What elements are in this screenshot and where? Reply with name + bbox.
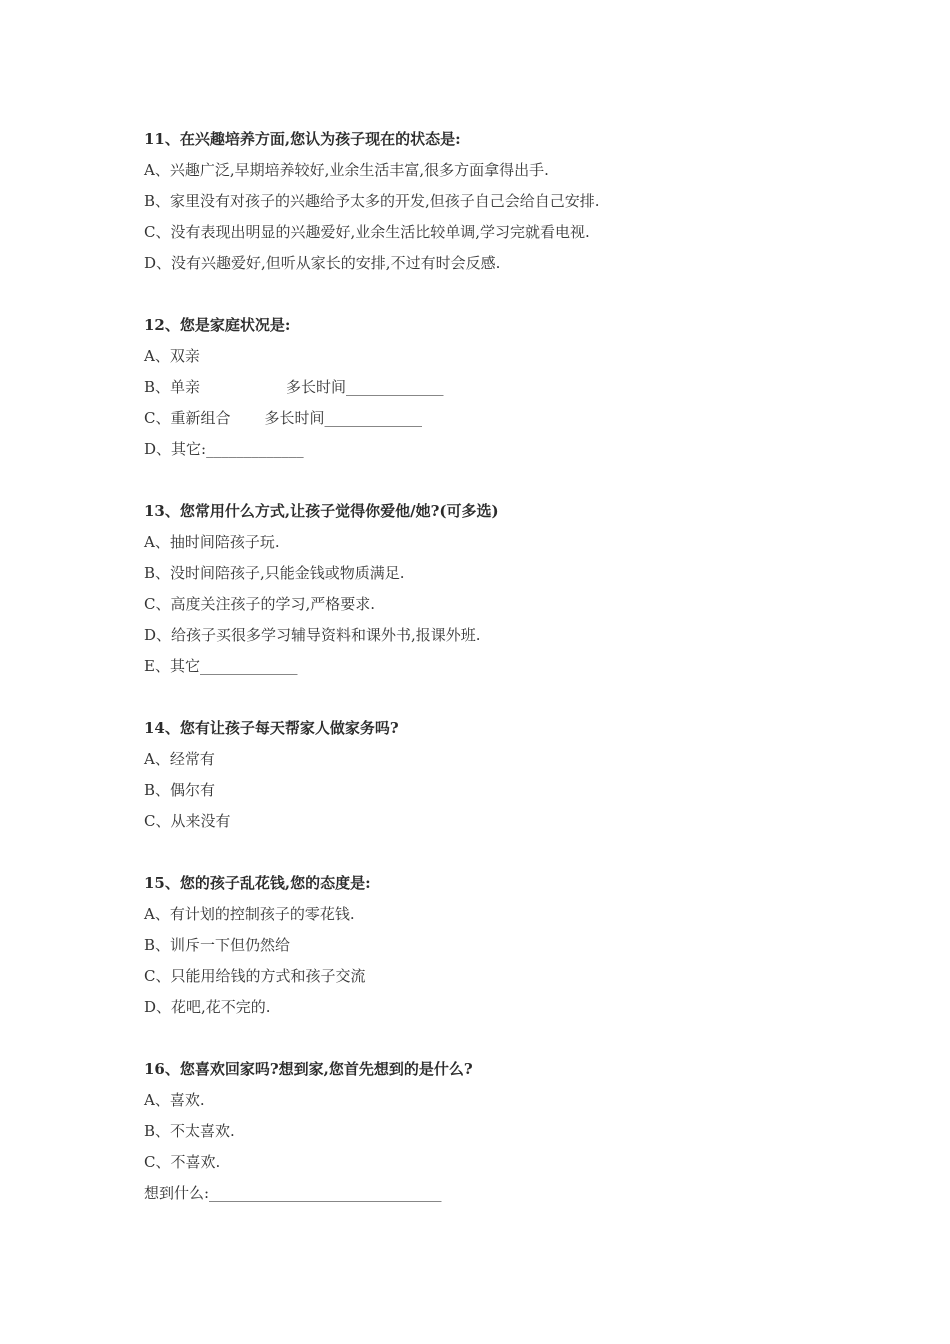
duration-blank: 多长时间_____________ (264, 409, 422, 427)
option-c: C、重新组合 (144, 409, 231, 427)
question-title: 16、您喜欢回家吗?想到家,您首先想到的是什么? (144, 1060, 473, 1078)
question-14 (144, 713, 844, 837)
spacer (144, 279, 844, 310)
option-b: B、单亲 (144, 378, 201, 396)
option-d: D、给孩子买很多学习辅导资料和课外书,报课外班. (144, 626, 481, 644)
option-c-row (144, 403, 844, 434)
spacer (144, 837, 844, 868)
option-d: D、其它:_____________ (144, 440, 304, 458)
option-e: E、其它_____________ (144, 657, 298, 675)
option-c: C、高度关注孩子的学习,严格要求. (144, 595, 376, 613)
question-16 (144, 1054, 844, 1209)
option-a: A、有计划的控制孩子的零花钱. (144, 905, 355, 923)
option-a: A、喜欢. (144, 1091, 205, 1109)
option-d: D、没有兴趣爱好,但听从家长的安排,不过有时会反感. (144, 254, 501, 272)
spacer (144, 1023, 844, 1054)
option-a: A、抽时间陪孩子玩. (144, 533, 280, 551)
option-b: B、偶尔有 (144, 781, 216, 799)
question-15 (144, 868, 844, 1023)
duration-blank: 多长时间_____________ (286, 378, 444, 396)
option-a: A、双亲 (144, 347, 200, 365)
question-11 (144, 124, 844, 279)
question-title: 12、您是家庭状况是: (144, 316, 291, 334)
option-b: B、不太喜欢. (144, 1122, 235, 1140)
option-c: C、没有表现出明显的兴趣爱好,业余生活比较单调,学习完就看电视. (144, 223, 590, 241)
option-c: C、从来没有 (144, 812, 231, 830)
questionnaire-page (144, 124, 844, 1209)
spacer (144, 682, 844, 713)
question-title: 11、在兴趣培养方面,您认为孩子现在的状态是: (144, 130, 461, 148)
option-b: B、训斥一下但仍然给 (144, 936, 291, 954)
option-b-row (144, 372, 844, 403)
answer-blank: 想到什么:_______________________________ (144, 1184, 442, 1202)
option-b: B、家里没有对孩子的兴趣给予太多的开发,但孩子自己会给自己安排. (144, 192, 600, 210)
option-d: D、花吧,花不完的. (144, 998, 271, 1016)
option-a: A、经常有 (144, 750, 215, 768)
spacer (144, 465, 844, 496)
question-13 (144, 496, 844, 682)
option-c: C、只能用给钱的方式和孩子交流 (144, 967, 366, 985)
question-12 (144, 310, 844, 465)
option-c: C、不喜欢. (144, 1153, 221, 1171)
question-title: 13、您常用什么方式,让孩子觉得你爱他/她?(可多选) (144, 502, 499, 520)
option-a: A、兴趣广泛,早期培养较好,业余生活丰富,很多方面拿得出手. (144, 161, 549, 179)
question-title: 14、您有让孩子每天帮家人做家务吗? (144, 719, 399, 737)
option-b: B、没时间陪孩子,只能金钱或物质满足. (144, 564, 405, 582)
question-title: 15、您的孩子乱花钱,您的态度是: (144, 874, 371, 892)
